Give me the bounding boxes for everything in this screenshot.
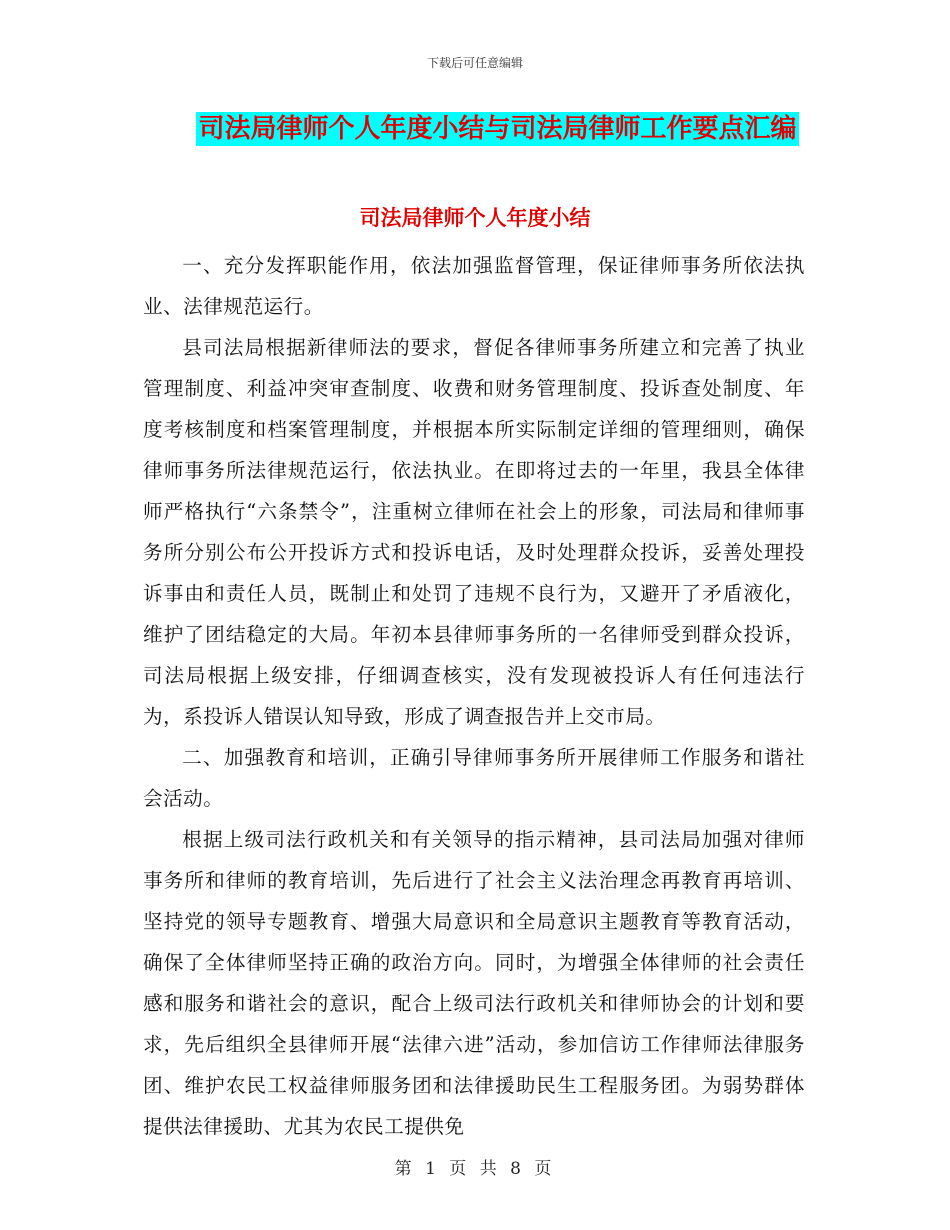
- main-title-container: [0, 112, 950, 146]
- paragraph-3: 二、加强教育和培训，正确引导律师事务所开展律师工作服务和谐社会活动。: [143, 746, 805, 810]
- document-body: [143, 245, 805, 1147]
- page-header-note: 下载后可任意编辑: [426, 56, 523, 70]
- paragraph-2: 县司法局根据新律师法的要求，督促各律师事务所建立和完善了执业管理制度、利益冲突审查制度、收费和财务管理制度、投诉查处制度、年度考核制度和档案管理制度，并根据本所实际制定详细的管理细则，确保律师事务所法律规范运行，依法执业。在即将过去的一年里，我县全体律师严格执行“六条禁令”，注重树立律师在社会上的形象，司法局和律师事务所分别公布公开投诉方式和投诉电话，及时处理群众投诉，妥善处理投诉事由和责任人员，既制止和处罚了违规不良行为，又避开了矛盾液化，维护了团结稳定的大局。年初本县律师事务所的一名律师受到群众投诉，司法局根据上级安排，仔细调查核实，没有发现被投诉人有任何违法行为，系投诉人错误认知导致，形成了调查报告并上交市局。: [143, 336, 805, 728]
- page-number: 第 1 页 共 8 页: [394, 1159, 556, 1179]
- section-title: 司法局律师个人年度小结: [359, 206, 591, 230]
- paragraph-1: 一、充分发挥职能作用，依法加强监督管理，保证律师事务所依法执业、法律规范运行。: [143, 254, 805, 318]
- paragraph-4: 根据上级司法行政机关和有关领导的指示精神，县司法局加强对律师事务所和律师的教育培训，先后进行了社会主义法治理念再教育再培训、坚持党的领导专题教育、增强大局意识和全局意识主题教育等教育活动，确保了全体律师坚持正确的政治方向。同时，为增强全体律师的社会责任感和服务和谐社会的意识，配合上级司法行政机关和律师协会的计划和要求，先后组织全县律师开展“法律六进”活动，参加信访工作律师法律服务团、维护农民工权益律师服务团和法律援助民生工程服务团。为弱势群体提供法律援助、尤其为农民工提供免: [143, 828, 805, 1138]
- document-main-title: 司法局律师个人年度小结与司法局律师工作要点汇编: [198, 114, 797, 144]
